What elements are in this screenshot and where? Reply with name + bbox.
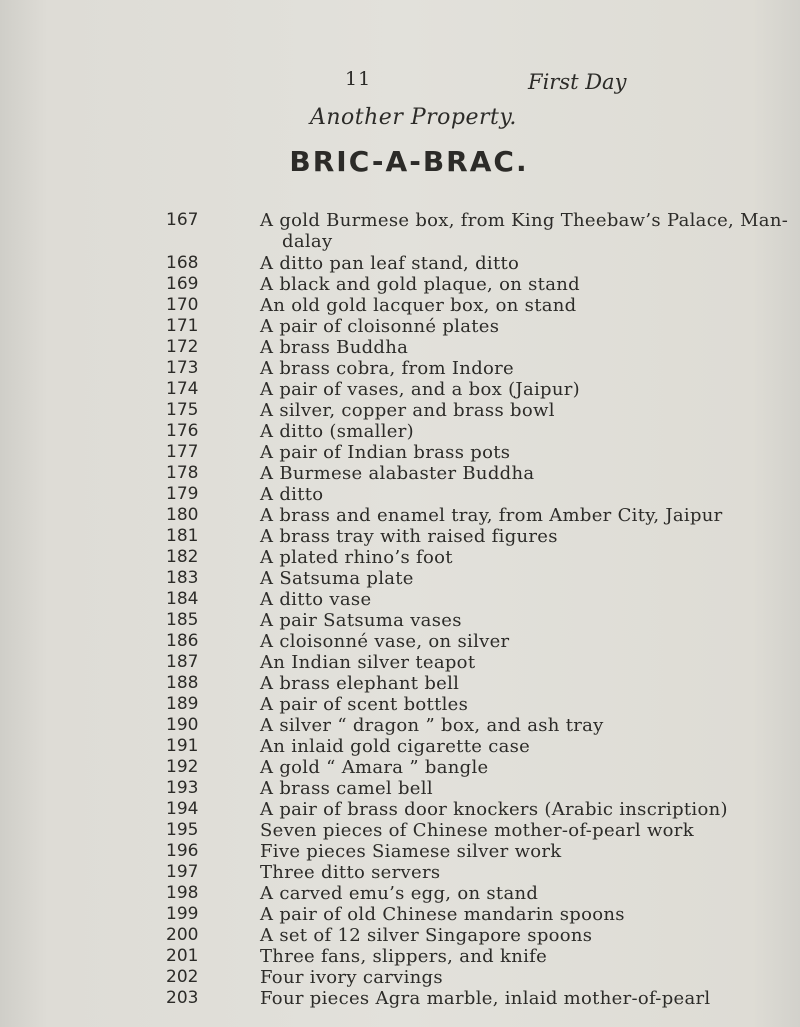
page-number: 11: [345, 68, 372, 90]
lot-description: [260, 400, 795, 421]
lot-description: [260, 778, 795, 799]
lot-item: [0, 379, 800, 400]
lot-description-line: A brass cobra, from Indore: [260, 358, 515, 379]
lot-description-line: A brass tray with raised figures: [260, 526, 558, 547]
lot-item: [0, 526, 800, 547]
lot-number: 194: [166, 799, 199, 819]
lot-number: 170: [166, 295, 199, 315]
lot-item: [0, 883, 800, 904]
lot-item: [0, 210, 800, 253]
lot-item: [0, 967, 800, 988]
lot-description: [260, 568, 795, 589]
lot-description-line: A silver “ dragon ” box, and ash tray: [260, 715, 604, 736]
lot-description: [260, 862, 795, 883]
lot-description-line: A Burmese alabaster Buddha: [260, 463, 535, 484]
lot-description-line: A silver, copper and brass bowl: [260, 400, 555, 421]
lot-item: [0, 988, 800, 1009]
lot-description-line: Four pieces Agra marble, inlaid mother-of-pearl: [260, 988, 711, 1009]
lot-description-line: A ditto pan leaf stand, ditto: [260, 253, 520, 274]
lot-number: 190: [166, 715, 199, 735]
lot-description-line: A pair of old Chinese mandarin spoons: [260, 904, 625, 925]
lot-description: [260, 736, 795, 757]
lot-description: [260, 295, 795, 316]
lot-number: 203: [166, 988, 199, 1008]
lot-description-line: A ditto: [260, 484, 324, 505]
lot-number: 171: [166, 316, 199, 336]
lot-description: [260, 610, 795, 631]
lot-description-line: A plated rhino’s foot: [260, 547, 453, 568]
lot-description-line: Three ditto servers: [260, 862, 441, 883]
lot-description-line: A gold “ Amara ” bangle: [260, 757, 489, 778]
section-heading: BRIC-A-BRAC.: [289, 145, 529, 178]
lot-item: [0, 946, 800, 967]
lot-number: 202: [166, 967, 199, 987]
lot-description-line: A pair of vases, and a box (Jaipur): [260, 379, 580, 400]
lot-item: [0, 442, 800, 463]
lot-description-line: A brass Buddha: [260, 337, 409, 358]
lot-description: [260, 421, 795, 442]
lot-description: [260, 820, 795, 841]
lot-description-line: A cloisonné vase, on silver: [260, 631, 510, 652]
lot-description-line: A black and gold plaque, on stand: [260, 274, 580, 295]
lot-description: [260, 883, 795, 904]
lot-description: [260, 274, 795, 295]
lot-number: 175: [166, 400, 199, 420]
lot-item: [0, 673, 800, 694]
lot-number: 182: [166, 547, 199, 567]
lot-description-line: A pair of brass door knockers (Arabic inscription): [260, 799, 728, 820]
lot-description: [260, 757, 795, 778]
lot-description: [260, 442, 795, 463]
lot-item: [0, 652, 800, 673]
lot-number: 188: [166, 673, 199, 693]
lot-number: 197: [166, 862, 199, 882]
lot-number: 184: [166, 589, 199, 609]
lot-item: [0, 253, 800, 274]
lot-item: [0, 757, 800, 778]
lot-number: 199: [166, 904, 199, 924]
lot-number: 200: [166, 925, 199, 945]
lot-item: [0, 337, 800, 358]
lot-item: [0, 778, 800, 799]
lot-item: [0, 631, 800, 652]
lot-description: [260, 253, 795, 274]
lot-number: 167: [166, 210, 199, 230]
lot-number: 183: [166, 568, 199, 588]
lot-description: [260, 337, 795, 358]
lot-description: [260, 210, 795, 252]
lot-description-line: A pair Satsuma vases: [260, 610, 462, 631]
lot-number: 196: [166, 841, 199, 861]
lot-description: [260, 631, 795, 652]
lot-description-line: Five pieces Siamese silver work: [260, 841, 562, 862]
lot-description-line: A brass camel bell: [260, 778, 433, 799]
lot-item: [0, 715, 800, 736]
lot-item: [0, 925, 800, 946]
lot-description: [260, 358, 795, 379]
lot-item: [0, 904, 800, 925]
lot-number: 169: [166, 274, 199, 294]
lot-item: [0, 295, 800, 316]
lot-item: [0, 820, 800, 841]
lot-description-line: Four ivory carvings: [260, 967, 443, 988]
lot-description-line: Seven pieces of Chinese mother-of-pearl work: [260, 820, 694, 841]
lot-number: 189: [166, 694, 199, 714]
lot-item: [0, 463, 800, 484]
lot-description: [260, 652, 795, 673]
lot-number: 187: [166, 652, 199, 672]
lot-number: 192: [166, 757, 199, 777]
lot-description-line: A ditto vase: [260, 589, 372, 610]
lot-description-line: A pair of scent bottles: [260, 694, 469, 715]
lot-list: [0, 210, 800, 1009]
lot-description: [260, 589, 795, 610]
lot-number: 173: [166, 358, 199, 378]
lot-description: [260, 946, 795, 967]
lot-item: [0, 274, 800, 295]
lot-number: 191: [166, 736, 199, 756]
lot-number: 185: [166, 610, 199, 630]
lot-item: [0, 736, 800, 757]
lot-number: 178: [166, 463, 199, 483]
lot-number: 174: [166, 379, 199, 399]
lot-description: [260, 463, 795, 484]
lot-description-line: Three fans, slippers, and knife: [260, 946, 548, 967]
lot-description: [260, 988, 795, 1009]
lot-description-line: A pair of cloisonné plates: [260, 316, 500, 337]
lot-description: [260, 526, 795, 547]
lot-item: [0, 547, 800, 568]
lot-item: [0, 505, 800, 526]
lot-item: [0, 421, 800, 442]
running-title: First Day: [528, 70, 627, 94]
lot-number: 186: [166, 631, 199, 651]
lot-description: [260, 547, 795, 568]
lot-item: [0, 316, 800, 337]
lot-item: [0, 358, 800, 379]
lot-description-line: A brass elephant bell: [260, 673, 460, 694]
lot-item: [0, 568, 800, 589]
lot-number: 180: [166, 505, 199, 525]
lot-description-line: A set of 12 silver Singapore spoons: [260, 925, 593, 946]
lot-number: 195: [166, 820, 199, 840]
lot-description: [260, 841, 795, 862]
lot-number: 201: [166, 946, 199, 966]
lot-description: [260, 505, 795, 526]
lot-description: [260, 379, 795, 400]
lot-number: 193: [166, 778, 199, 798]
lot-description: [260, 925, 795, 946]
lot-description-line: A Satsuma plate: [260, 568, 414, 589]
lot-number: 181: [166, 526, 199, 546]
lot-description: [260, 484, 795, 505]
lot-description: [260, 673, 795, 694]
lot-description-line: An old gold lacquer box, on stand: [260, 295, 577, 316]
lot-item: [0, 589, 800, 610]
lot-item: [0, 799, 800, 820]
lot-description: [260, 904, 795, 925]
lot-number: 172: [166, 337, 199, 357]
lot-description-line: An inlaid gold cigarette case: [260, 736, 531, 757]
lot-description-line: A carved emu’s egg, on stand: [260, 883, 539, 904]
lot-number: 179: [166, 484, 199, 504]
lot-description-continuation: dalay: [282, 231, 333, 252]
lot-description-line: An Indian silver teapot: [260, 652, 476, 673]
lot-description: [260, 715, 795, 736]
lot-item: [0, 694, 800, 715]
lot-description: [260, 316, 795, 337]
section-label: Another Property.: [310, 105, 517, 130]
lot-description: [260, 799, 795, 820]
lot-description-line: A ditto (smaller): [260, 421, 414, 442]
lot-item: [0, 400, 800, 421]
lot-number: 168: [166, 253, 199, 273]
lot-number: 177: [166, 442, 199, 462]
lot-item: [0, 862, 800, 883]
lot-description-line: A pair of Indian brass pots: [260, 442, 511, 463]
lot-number: 198: [166, 883, 199, 903]
lot-description: [260, 694, 795, 715]
lot-description-line: A gold Burmese box, from King Theebaw’s Palace, Man-: [260, 210, 789, 231]
lot-description-line: A brass and enamel tray, from Amber City, Jaipur: [260, 505, 723, 526]
lot-item: [0, 484, 800, 505]
lot-item: [0, 610, 800, 631]
lot-item: [0, 841, 800, 862]
lot-description: [260, 967, 795, 988]
lot-number: 176: [166, 421, 199, 441]
